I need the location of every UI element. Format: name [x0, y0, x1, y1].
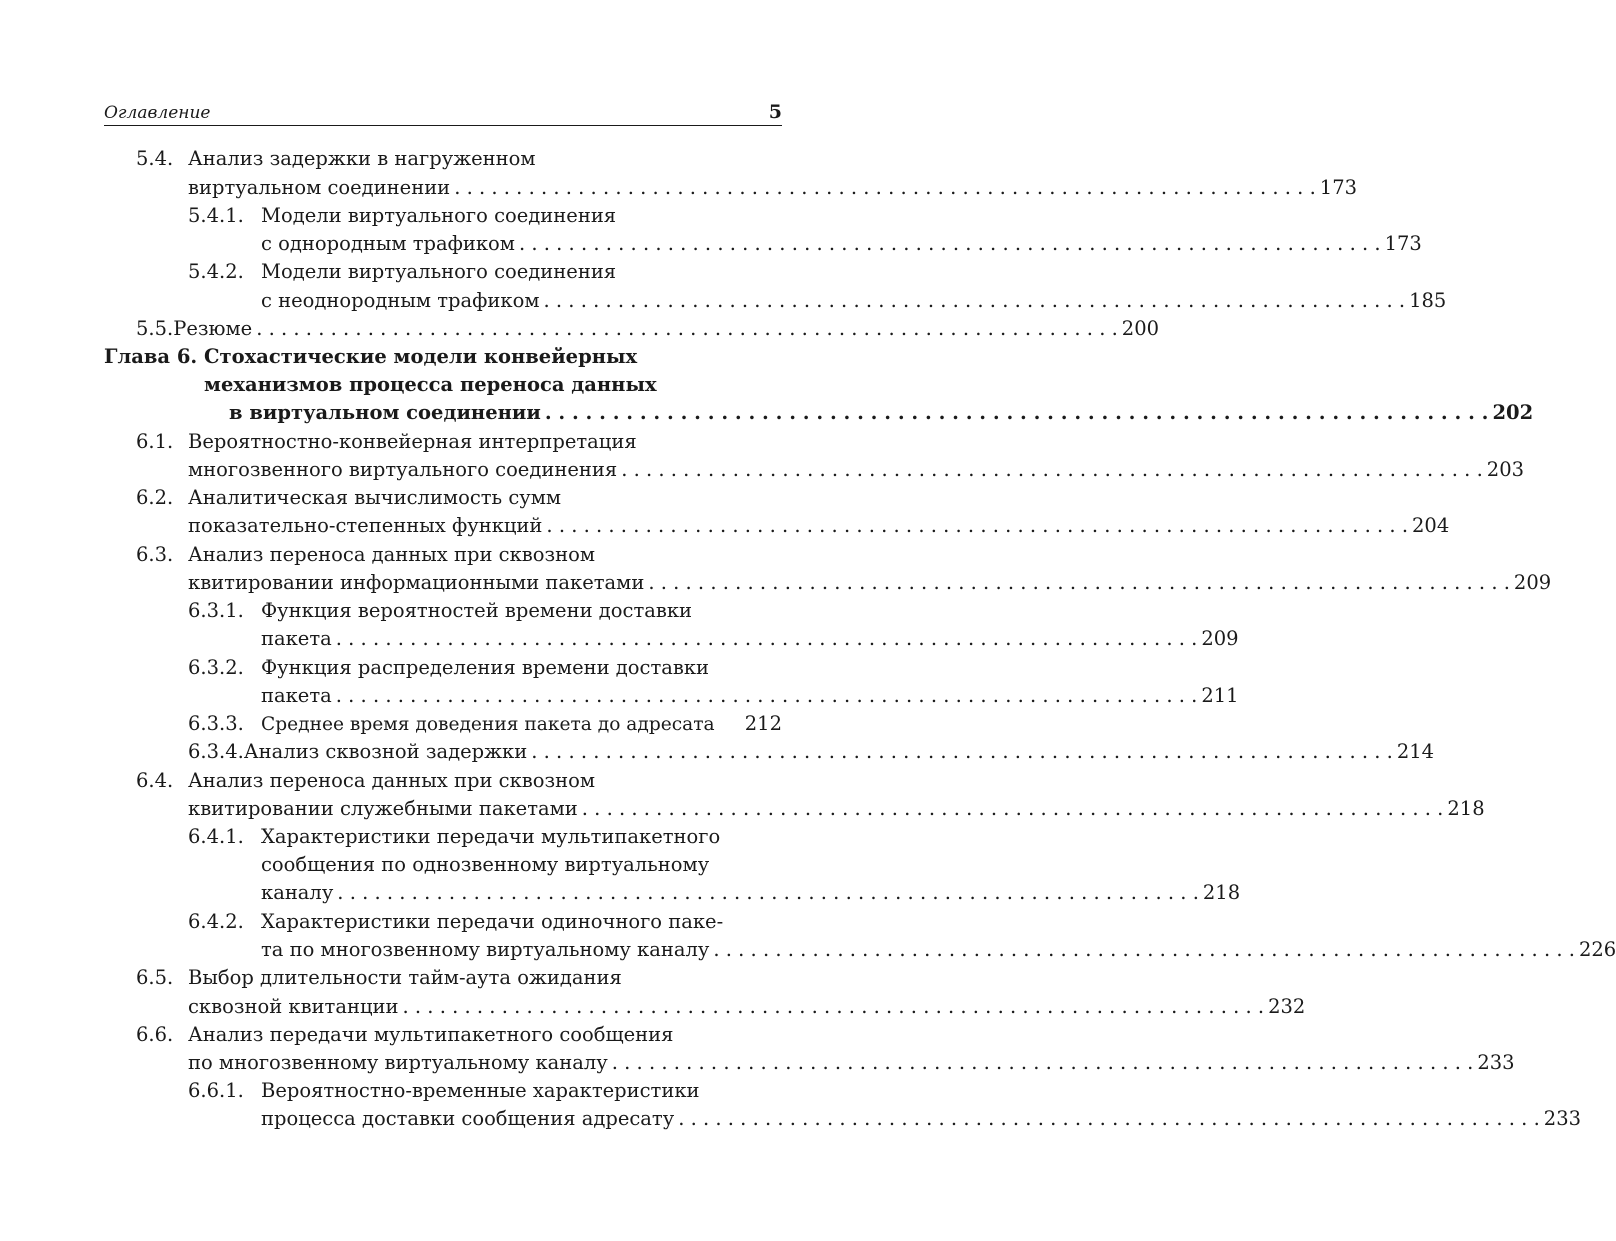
- entry-page: 209: [1513, 571, 1552, 594]
- toc-entry[interactable]: [136, 428, 637, 456]
- entry-page: 200: [1121, 317, 1160, 340]
- toc-entry[interactable]: [188, 738, 1435, 766]
- entry-title: по многозвенному виртуальному каналу: [188, 1051, 608, 1074]
- chapter-heading[interactable]: [204, 371, 657, 399]
- entry-number: 6.3.4.: [188, 740, 244, 763]
- dot-leader: . . . . . . . . . . . . . . . . . . . . . . . . . . . . . . . . . . . . . . . . . . . . . . . . . . . . . . . . . . . . . . . . . . . . . .: [621, 458, 1483, 481]
- entry-number: 6.6.1.: [188, 1079, 244, 1102]
- entry-number: 6.4.2.: [188, 910, 244, 933]
- toc-entry[interactable]: [136, 315, 1160, 343]
- entry-title: сообщения по однозвенному виртуальному: [261, 853, 710, 876]
- entry-number: 5.4.1.: [188, 204, 244, 227]
- entry-number: 6.4.: [136, 769, 174, 792]
- entry-page: 233: [1477, 1051, 1515, 1074]
- entry-title: Анализ переноса данных при сквозном: [188, 769, 596, 792]
- entry-title: с однородным трафиком: [261, 232, 515, 255]
- entry-number: 6.3.3.: [188, 712, 244, 735]
- toc-entry[interactable]: [261, 936, 1616, 964]
- entry-title: Вероятностно-конвейерная интерпретация: [188, 430, 637, 453]
- dot-leader: . . . . . . . . . . . . . . . . . . . . . . . . . . . . . . . . . . . . . . . . . . . . . . . . . . . . . . . . . . . . . . . . . . . . . .: [581, 797, 1444, 820]
- entry-number: 6.4.1.: [188, 825, 244, 848]
- entry-title: показательно-степенных функций: [188, 514, 543, 537]
- toc-entry[interactable]: [261, 682, 1239, 710]
- header-page-number: 5: [768, 101, 782, 123]
- entry-number: 6.6.: [136, 1023, 174, 1046]
- entry-page: 202: [1492, 401, 1534, 424]
- toc-entry[interactable]: [188, 710, 782, 738]
- toc-entry[interactable]: [261, 879, 1241, 907]
- entry-page: 203: [1486, 458, 1525, 481]
- entry-title: та по многозвенному виртуальному каналу: [261, 938, 710, 961]
- entry-title: Функция вероятностей времени доставки: [261, 599, 693, 622]
- toc-entry[interactable]: [188, 174, 1358, 202]
- chapter-title: механизмов процесса переноса данных: [204, 373, 657, 396]
- entry-title: Резюме: [173, 317, 253, 340]
- dot-leader: . . . . . . . . . . . . . . . . . . . . . . . . . . . . . . . . . . . . . . . . . . . . . . . . . . . . . . . . . . . . . . . . . . . . . .: [678, 1107, 1540, 1130]
- toc-entry[interactable]: [188, 993, 1306, 1021]
- toc-entry[interactable]: [188, 202, 617, 230]
- entry-number: 6.3.: [136, 543, 174, 566]
- dot-leader: . . . . . . . . . . . . . . . . . . . . . . . . . . . . . . . . . . . . . . . . . . . . . . . . . . . . . . . . . . . . . . . . . . . . . .: [402, 995, 1265, 1018]
- header-title: Оглавление: [104, 103, 211, 123]
- entry-number: 6.1.: [136, 430, 174, 453]
- dot-leader: . . . . . . . . . . . . . . . . . . . . . . . . . . . . . . . . . . . . . . . . . . . . . . . . . . . . . . . . . . . . . . . . . . . . . .: [543, 289, 1406, 312]
- entry-number: 6.3.1.: [188, 599, 244, 622]
- entry-number: 6.5.: [136, 966, 174, 989]
- toc-entry[interactable]: [136, 1021, 674, 1049]
- toc-entry[interactable]: [188, 1077, 700, 1105]
- entry-page: 232: [1268, 995, 1306, 1018]
- toc-entry[interactable]: [188, 512, 1450, 540]
- entry-title: Вероятностно-временные характеристики: [261, 1079, 700, 1102]
- entry-title: Характеристики передачи одиночного паке-: [261, 910, 724, 933]
- entry-title: пакета: [261, 684, 332, 707]
- toc-entry[interactable]: [188, 654, 710, 682]
- entry-title: с неоднородным трафиком: [261, 289, 540, 312]
- chapter-heading[interactable]: [104, 343, 637, 371]
- toc-entry[interactable]: [188, 569, 1552, 597]
- entry-number: 5.4.2.: [188, 260, 244, 283]
- entry-number: 6.2.: [136, 486, 174, 509]
- entry-title: Модели виртуального соединения: [261, 260, 617, 283]
- entry-page: 209: [1201, 627, 1239, 650]
- entry-page: 173: [1384, 232, 1422, 255]
- entry-title: Выбор длительности тайм-аута ожидания: [188, 966, 622, 989]
- dot-leader: . . . . . . . . . . . . . . . . . . . . . . . . . . . . . . . . . . . . . . . . . . . . . . . . . . . . . . . . . . . . . . . . . . . . . .: [518, 232, 1381, 255]
- toc-entry[interactable]: [261, 625, 1239, 653]
- toc-entry[interactable]: [188, 1049, 1515, 1077]
- chapter-title: в виртуальном соединении: [229, 401, 541, 424]
- entry-page: 212: [744, 712, 782, 735]
- entry-title: каналу: [261, 881, 334, 904]
- entry-number: 5.4.: [136, 147, 174, 170]
- entry-title: Аналитическая вычислимость сумм: [188, 486, 562, 509]
- entry-title: квитировании информационными пакетами: [188, 571, 645, 594]
- entry-title: Модели виртуального соединения: [261, 204, 617, 227]
- dot-leader: . . . . . . . . . . . . . . . . . . . . . . . . . . . . . . . . . . . . . . . . . . . . . . . . . . . . . . . . . . . . . . . . . . . . . .: [611, 1051, 1474, 1074]
- toc-entry[interactable]: [136, 484, 562, 512]
- toc-entry[interactable]: [136, 767, 596, 795]
- chapter-heading[interactable]: [229, 399, 1534, 427]
- entry-page: 185: [1409, 289, 1447, 312]
- toc-entry[interactable]: [188, 456, 1525, 484]
- dot-leader: . . . . . . . . . . . . . . . . . . . . . . . . . . . . . . . . . . . . . . . . . . . . . . . . . . . . . . . . . . . . . . . . . . . . . .: [335, 684, 1198, 707]
- dot-leader: . . . . . . . . . . . . . . . . . . . . . . . . . . . . . . . . . . . . . . . . . . . . . . . . . . . . . . . . . . . . . . . . . . . . . .: [546, 514, 1409, 537]
- entry-title: Анализ задержки в нагруженном: [188, 147, 536, 170]
- entry-page: 226: [1578, 938, 1616, 961]
- entry-title: многозвенного виртуального соединения: [188, 458, 618, 481]
- dot-leader: . . . . . . . . . . . . . . . . . . . . . . . . . . . . . . . . . . . . . . . . . . . . . . . . . . . . . . . . . . . . . . . . . . . . . .: [713, 938, 1575, 961]
- toc-entry[interactable]: [261, 230, 1422, 258]
- entry-title: Характеристики передачи мультипакетного: [261, 825, 721, 848]
- toc-entry[interactable]: [261, 1105, 1582, 1133]
- entry-title: Анализ передачи мультипакетного сообщения: [188, 1023, 674, 1046]
- dot-leader: . . . . . . . . . . . . . . . . . . . . . . . . . . . . . . . . . . . . . . . . . . . . . . . . . . . . . . . . . . . . . . . . . . . . . .: [337, 881, 1199, 904]
- toc-entry[interactable]: [188, 258, 617, 286]
- dot-leader: . . . . . . . . . . . . . . . . . . . . . . . . . . . . . . . . . . . . . . . . . . . . . . . . . . . . . . . . . . . . . . . . . . . . . .: [335, 627, 1198, 650]
- entry-page: 218: [1202, 881, 1241, 904]
- toc-entry[interactable]: [261, 287, 1447, 315]
- dot-leader: . . . . . . . . . . . . . . . . . . . . . . . . . . . . . . . . . . . . . . . . . . . . . . . . . . . . . . . . . . . . . . . . . . . . . .: [454, 176, 1316, 199]
- toc-entry[interactable]: [136, 541, 596, 569]
- dot-leader: . . . . . . . . . . . . . . . . . . . . . . . . . . . . . . . . . . . . . . . . . . . . . . . . . . . . . . . . . . . . . . . . . . . . . .: [544, 401, 1489, 424]
- entry-title: процесса доставки сообщения адресату: [261, 1107, 675, 1130]
- entry-page: 214: [1396, 740, 1435, 763]
- entry-number: 5.5.: [136, 317, 174, 340]
- toc-entry[interactable]: [188, 908, 724, 936]
- chapter-title: Глава 6. Стохастические модели конвейерных: [104, 345, 638, 368]
- toc-entry[interactable]: [136, 145, 536, 173]
- entry-page: 233: [1543, 1107, 1582, 1130]
- toc-entry[interactable]: [188, 823, 721, 851]
- toc-entry[interactable]: [261, 851, 709, 879]
- entry-title: виртуальном соединении: [188, 176, 451, 199]
- dot-leader: . . . . . . . . . . . . . . . . . . . . . . . . . . . . . . . . . . . . . . . . . . . . . . . . . . . . . . . . . . . . . . . . . . . . . .: [531, 740, 1393, 763]
- dot-leader: . . . . . . . . . . . . . . . . . . . . . . . . . . . . . . . . . . . . . . . . . . . . . . . . . . . . . . . . . . . . . . . . . . . . . .: [648, 571, 1510, 594]
- entry-page: 218: [1447, 797, 1485, 820]
- dot-leader: . . . . . . . . . . . . . . . . . . . . . . . . . . . . . . . . . . . . . . . . . . . . . . . . . . . . . . . . . . . . . . . . . . . . . .: [256, 317, 1118, 340]
- entry-page: 173: [1319, 176, 1358, 199]
- toc-entry[interactable]: [136, 964, 622, 992]
- entry-title: Функция распределения времени доставки: [261, 656, 710, 679]
- entry-title: Анализ сквозной задержки: [243, 740, 528, 763]
- entry-number: 6.3.2.: [188, 656, 244, 679]
- entry-page: 204: [1412, 514, 1450, 537]
- entry-title: Анализ переноса данных при сквозном: [188, 543, 596, 566]
- entry-title: пакета: [261, 627, 332, 650]
- running-header: [104, 101, 782, 126]
- toc-entry[interactable]: [188, 795, 1485, 823]
- entry-title: квитировании служебными пакетами: [188, 797, 578, 820]
- entry-page: 211: [1201, 684, 1239, 707]
- entry-title: Среднее время доведения пакета до адресата: [261, 714, 715, 735]
- toc-entry[interactable]: [188, 597, 693, 625]
- entry-title: сквозной квитанции: [188, 995, 399, 1018]
